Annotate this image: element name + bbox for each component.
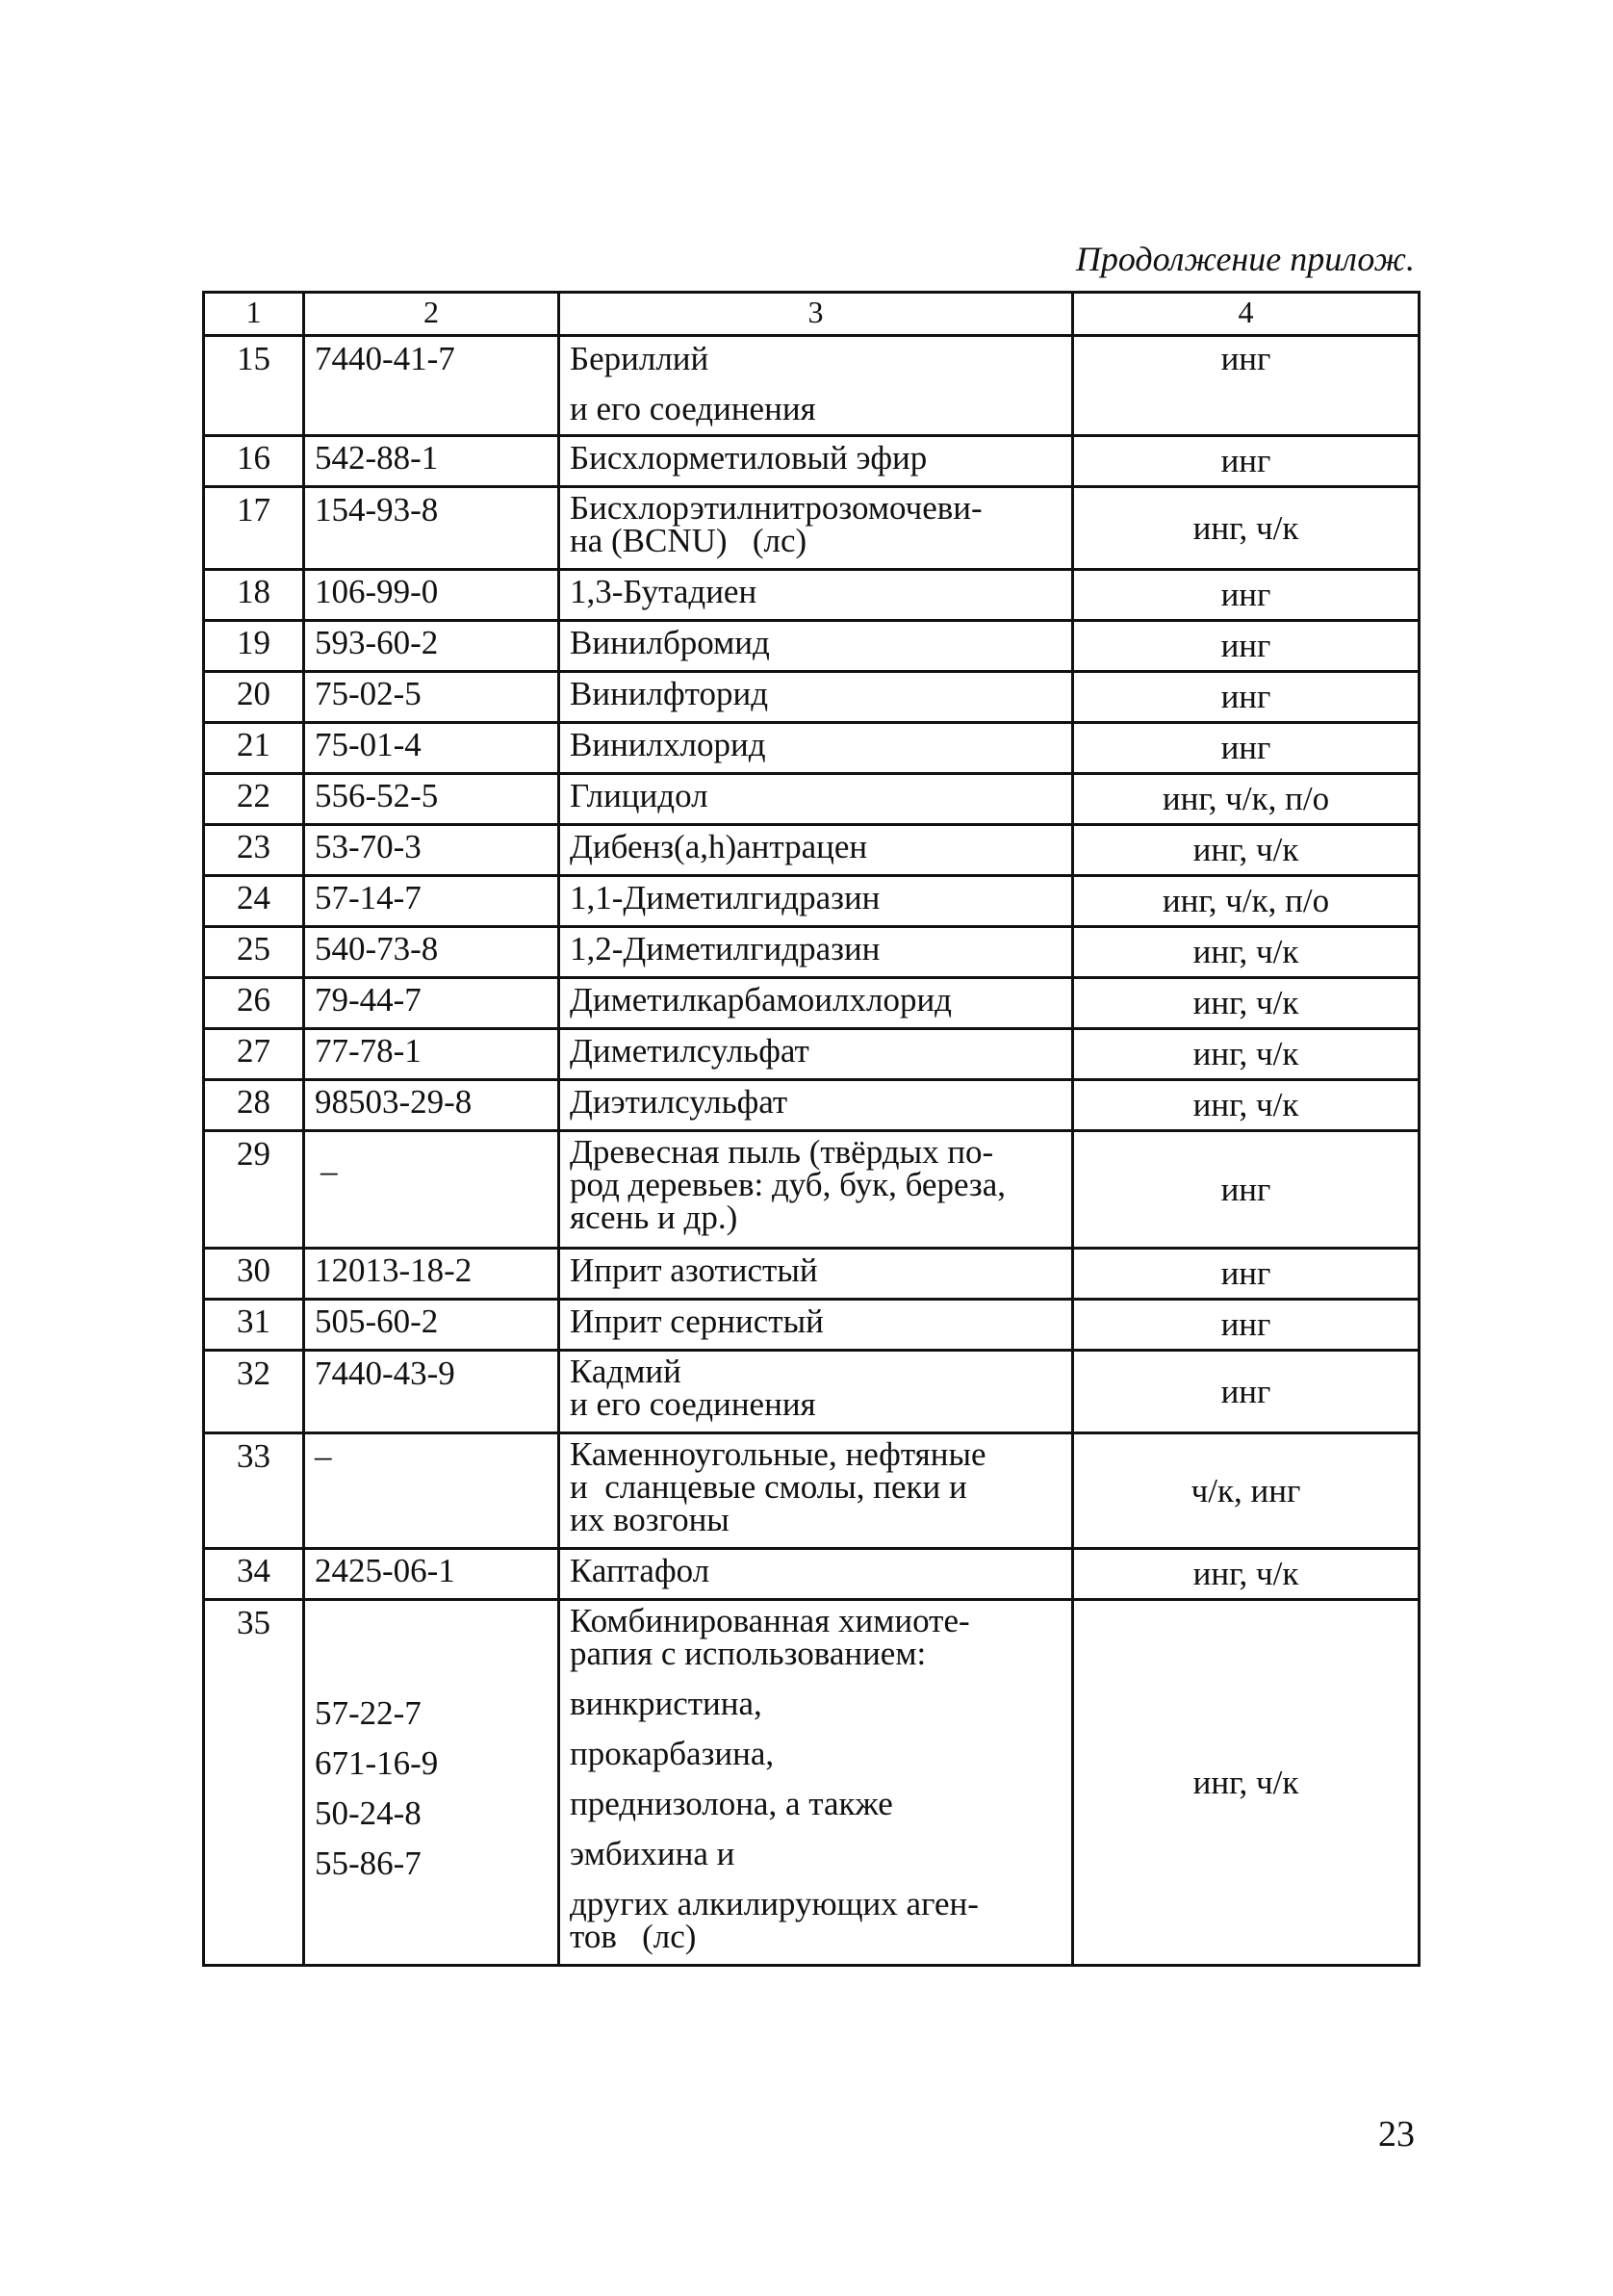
name-line: других алкилирующих аген- xyxy=(570,1885,979,1922)
header-cell-2: 2 xyxy=(304,293,559,336)
table-row xyxy=(204,1029,1420,1080)
cas-item: 50-24-8 xyxy=(315,1794,422,1832)
cas-number: 542-88-1 xyxy=(304,436,559,487)
exposure-route: инг, ч/к xyxy=(1073,927,1420,978)
substance-name: Каптафол xyxy=(559,1549,1073,1600)
exposure-route: инг, ч/к xyxy=(1073,1549,1420,1600)
cas-number: 505-60-2 xyxy=(304,1300,559,1351)
name-line: преднизолона, а также xyxy=(570,1785,893,1822)
cas-list xyxy=(315,1605,548,1882)
name-line: и его соединения xyxy=(570,1385,816,1423)
exposure-route: инг xyxy=(1073,1351,1420,1433)
substance-name: Винилхлорид xyxy=(559,723,1073,774)
row-number: 16 xyxy=(204,436,304,487)
name-line: винкристина, xyxy=(570,1685,762,1722)
table-row xyxy=(204,336,1420,436)
row-number: 28 xyxy=(204,1080,304,1131)
substance-name xyxy=(559,1131,1073,1249)
substance-name: Диметилкарбамоилхлорид xyxy=(559,978,1073,1029)
row-number: 25 xyxy=(204,927,304,978)
table-row xyxy=(204,1300,1420,1351)
substance-name xyxy=(559,487,1073,570)
cas-number: 75-02-5 xyxy=(304,672,559,723)
header-cell-1: 1 xyxy=(204,293,304,336)
table-row xyxy=(204,1549,1420,1600)
cas-number: 154-93-8 xyxy=(304,487,559,570)
name-line: ясень и др.) xyxy=(570,1199,738,1236)
name-line: Каменноугольные, нефтяные xyxy=(570,1435,986,1473)
substance-name: Иприт сернистый xyxy=(559,1300,1073,1351)
exposure-route: инг xyxy=(1073,1249,1420,1300)
header-cell-3: 3 xyxy=(559,293,1073,336)
substance-name: Винилфторид xyxy=(559,672,1073,723)
table-caption: Продолжение прилож. xyxy=(1075,240,1415,278)
substance-name xyxy=(559,1600,1073,1966)
name-line: тов (лс) xyxy=(570,1918,697,1955)
substance-name: 1,1-Диметилгидразин xyxy=(559,876,1073,927)
exposure-route: инг xyxy=(1073,672,1420,723)
exposure-route: инг, ч/к xyxy=(1073,978,1420,1029)
name-line: Кадмий xyxy=(570,1353,681,1390)
row-number: 27 xyxy=(204,1029,304,1080)
exposure-route: инг xyxy=(1073,723,1420,774)
table-row xyxy=(204,1600,1420,1966)
cas-item: 57-22-7 xyxy=(315,1694,422,1732)
exposure-route: инг xyxy=(1073,1131,1420,1249)
name-line: на (BCNU) (лс) xyxy=(570,522,807,559)
header-row xyxy=(204,293,1420,336)
exposure-route: инг, ч/к xyxy=(1073,825,1420,876)
substance-name xyxy=(559,336,1073,436)
row-number: 33 xyxy=(204,1433,304,1549)
table-row xyxy=(204,1249,1420,1300)
name-line: Комбинированная химиоте- xyxy=(570,1602,970,1639)
cas-number: 12013-18-2 xyxy=(304,1249,559,1300)
exposure-route: инг, ч/к xyxy=(1073,487,1420,570)
substance-name: Винилбромид xyxy=(559,621,1073,672)
name-line: Древесная пыль (твёрдых по- xyxy=(570,1133,994,1171)
table-row xyxy=(204,1351,1420,1433)
cas-number xyxy=(304,1600,559,1966)
row-number: 23 xyxy=(204,825,304,876)
name-line: и сланцевые смолы, пеки и xyxy=(570,1468,967,1506)
table-row xyxy=(204,1080,1420,1131)
cas-number: 2425-06-1 xyxy=(304,1549,559,1600)
substance-name: 1,3-Бутадиен xyxy=(559,570,1073,621)
cas-number xyxy=(304,1131,559,1249)
carcinogens-table xyxy=(202,291,1421,1967)
name-line: и его соединения xyxy=(570,390,816,427)
row-number: 30 xyxy=(204,1249,304,1300)
row-number: 17 xyxy=(204,487,304,570)
cas-number: 7440-43-9 xyxy=(304,1351,559,1433)
row-number: 21 xyxy=(204,723,304,774)
table-row xyxy=(204,978,1420,1029)
substance-name: Дибенз(a,h)антрацен xyxy=(559,825,1073,876)
name-line: их возгоны xyxy=(570,1501,730,1538)
table-row xyxy=(204,825,1420,876)
name-line: род деревьев: дуб, бук, береза, xyxy=(570,1166,1007,1203)
page-number: 23 xyxy=(1378,2114,1415,2154)
row-number: 26 xyxy=(204,978,304,1029)
cas-number: 106-99-0 xyxy=(304,570,559,621)
exposure-route: инг xyxy=(1073,570,1420,621)
row-number: 24 xyxy=(204,876,304,927)
table-row xyxy=(204,876,1420,927)
row-number: 18 xyxy=(204,570,304,621)
table-row xyxy=(204,1131,1420,1249)
name-line: рапия с использованием: xyxy=(570,1635,927,1672)
exposure-route: инг, ч/к xyxy=(1073,1029,1420,1080)
row-number: 35 xyxy=(204,1600,304,1966)
row-number: 19 xyxy=(204,621,304,672)
cas-number: 556-52-5 xyxy=(304,774,559,825)
row-number: 32 xyxy=(204,1351,304,1433)
cas-number: 540-73-8 xyxy=(304,927,559,978)
table-row xyxy=(204,436,1420,487)
substance-name xyxy=(559,1433,1073,1549)
cas-number: 53-70-3 xyxy=(304,825,559,876)
cas-number: – xyxy=(304,1433,559,1549)
row-number: 31 xyxy=(204,1300,304,1351)
table-row xyxy=(204,487,1420,570)
table-row xyxy=(204,672,1420,723)
row-number: 15 xyxy=(204,336,304,436)
cas-dash: – xyxy=(320,1152,338,1190)
table-row xyxy=(204,570,1420,621)
cas-item: 671-16-9 xyxy=(315,1744,439,1782)
exposure-route: инг, ч/к, п/о xyxy=(1073,876,1420,927)
substance-name: 1,2-Диметилгидразин xyxy=(559,927,1073,978)
cas-item: 55-86-7 xyxy=(315,1845,422,1882)
cas-number: 98503-29-8 xyxy=(304,1080,559,1131)
exposure-route: инг xyxy=(1073,621,1420,672)
exposure-route: инг xyxy=(1073,336,1420,436)
name-line: эмбихина и xyxy=(570,1835,735,1872)
exposure-route: инг, ч/к, п/о xyxy=(1073,774,1420,825)
row-number: 34 xyxy=(204,1549,304,1600)
row-number: 20 xyxy=(204,672,304,723)
substance-name: Диэтилсульфат xyxy=(559,1080,1073,1131)
table-row xyxy=(204,1433,1420,1549)
cas-number: 57-14-7 xyxy=(304,876,559,927)
substance-name xyxy=(559,1351,1073,1433)
row-number: 22 xyxy=(204,774,304,825)
name-line: прокарбазина, xyxy=(570,1735,775,1772)
table-row xyxy=(204,621,1420,672)
name-line: Бисхлорэтилнитрозомочеви- xyxy=(570,489,983,527)
table-row xyxy=(204,927,1420,978)
header-cell-4: 4 xyxy=(1073,293,1420,336)
substance-name: Иприт азотистый xyxy=(559,1249,1073,1300)
exposure-route: инг, ч/к xyxy=(1073,1600,1420,1966)
exposure-route: инг xyxy=(1073,1300,1420,1351)
exposure-route: инг, ч/к xyxy=(1073,1080,1420,1131)
table-row xyxy=(204,774,1420,825)
exposure-route: инг xyxy=(1073,436,1420,487)
substance-name: Глицидол xyxy=(559,774,1073,825)
substance-name: Диметилсульфат xyxy=(559,1029,1073,1080)
name-line: Бериллий xyxy=(570,340,709,377)
cas-number: 593-60-2 xyxy=(304,621,559,672)
cas-number: 75-01-4 xyxy=(304,723,559,774)
exposure-route: ч/к, инг xyxy=(1073,1433,1420,1549)
substance-name: Бисхлорметиловый эфир xyxy=(559,436,1073,487)
table-row xyxy=(204,723,1420,774)
row-number: 29 xyxy=(204,1131,304,1249)
cas-number: 77-78-1 xyxy=(304,1029,559,1080)
cas-number: 79-44-7 xyxy=(304,978,559,1029)
cas-number: 7440-41-7 xyxy=(304,336,559,436)
